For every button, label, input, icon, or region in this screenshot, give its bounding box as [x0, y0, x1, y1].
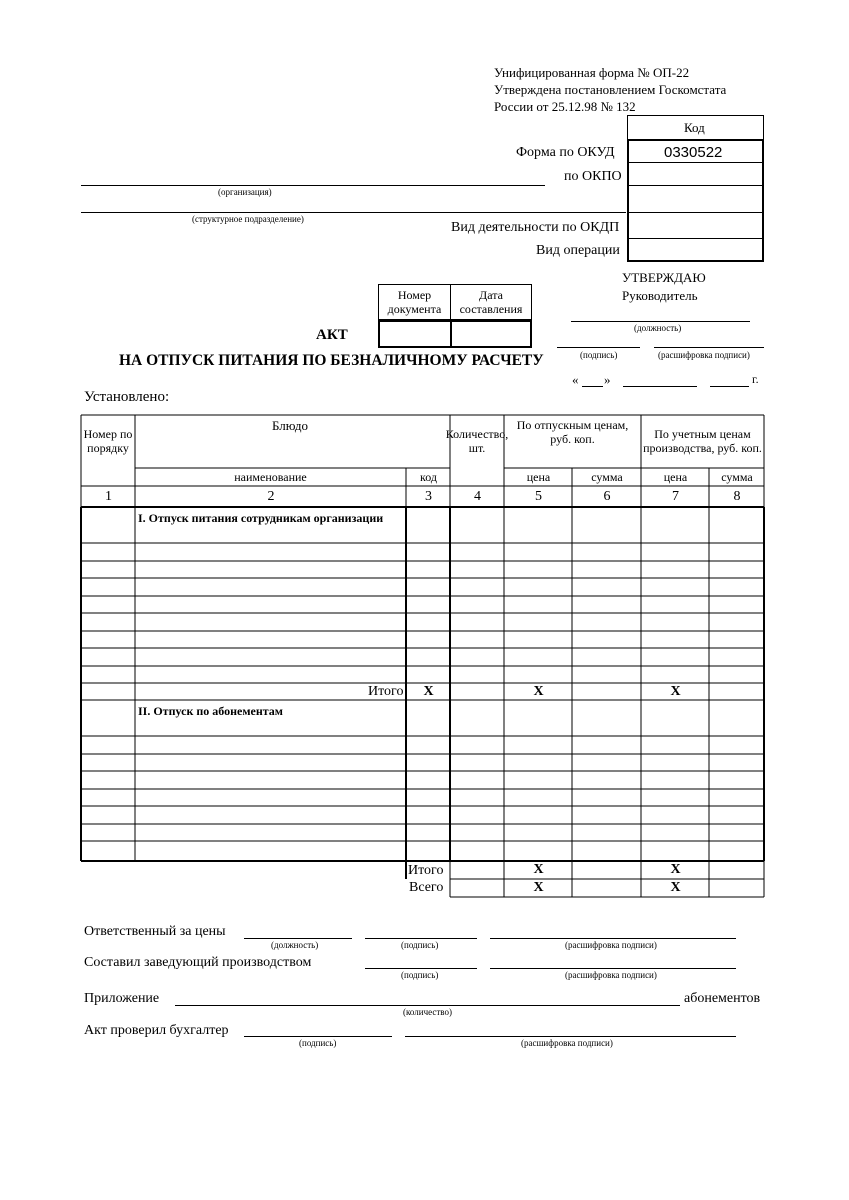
- approve-quote-open: «: [572, 372, 579, 387]
- approve-quote-close: »: [604, 372, 611, 387]
- okud-value: 0330522: [664, 144, 723, 161]
- section2-total-price-x: X: [533, 862, 544, 878]
- compiled-signature-line[interactable]: [365, 968, 477, 969]
- section1-total-code-x: X: [423, 683, 434, 699]
- okdp-label: Вид деятельности по ОКДП: [451, 220, 620, 235]
- header-price-sale: цена: [526, 469, 551, 484]
- section2-total-label: Итого: [408, 863, 444, 878]
- okud-label: Форма по ОКУД: [516, 145, 615, 160]
- checked-decode-caption: (расшифровка подписи): [521, 1038, 613, 1048]
- col-number-4: 4: [474, 488, 481, 504]
- compiled-decode-caption: (расшифровка подписи): [565, 970, 657, 980]
- resp-position-line[interactable]: [244, 938, 352, 939]
- col-number-8: 8: [733, 488, 741, 504]
- act-subtitle: НА ОТПУСК ПИТАНИЯ ПО БЕЗНАЛИЧНОМУ РАСЧЕТУ: [119, 352, 544, 369]
- resp-signature-line[interactable]: [365, 938, 477, 939]
- grand-total-acc-price-x: X: [670, 880, 681, 896]
- col-number-2: 2: [267, 488, 275, 504]
- operation-label: Вид операции: [536, 243, 620, 258]
- header-sale-prices: По отпускным ценам, руб. коп.: [516, 418, 629, 446]
- appendix-quantity-line[interactable]: [175, 1005, 680, 1006]
- appendix-label: Приложение: [84, 991, 160, 1006]
- header-code: код: [420, 469, 437, 484]
- checked-signature-line[interactable]: [244, 1036, 392, 1037]
- header-accounting-prices: По учетным ценам производства, руб. коп.: [643, 427, 762, 455]
- approve-title: УТВЕРЖДАЮ: [622, 270, 706, 285]
- grand-total-price-x: X: [533, 880, 544, 896]
- resp-position-caption: (должность): [271, 940, 319, 950]
- header-name: наименование: [234, 469, 307, 484]
- section2-title: II. Отпуск по абонементам: [138, 704, 283, 718]
- approve-signature-caption: (подпись): [580, 350, 618, 360]
- header-quantity: Количество, шт.: [445, 427, 509, 455]
- subdivision-caption: (структурное подразделение): [192, 214, 304, 224]
- compiled-signature-caption: (подпись): [401, 970, 439, 980]
- header-sum-acc: сумма: [721, 469, 753, 484]
- resp-decode-line[interactable]: [490, 938, 736, 939]
- compiled-decode-line[interactable]: [490, 968, 736, 969]
- section2-total-acc-price-x: X: [670, 862, 681, 878]
- code-title: Код: [684, 120, 705, 135]
- appendix-suffix: абонементов: [684, 991, 761, 1006]
- section1-total-label: Итого: [368, 684, 404, 699]
- form-header-line3: России от 25.12.98 № 132: [494, 99, 636, 114]
- header-number: Номер по порядку: [83, 427, 133, 455]
- header-price-acc: цена: [663, 469, 688, 484]
- header-sum-sale: сумма: [591, 469, 623, 484]
- section1-title: I. Отпуск питания сотрудникам организации: [138, 511, 384, 525]
- appendix-quantity-caption: (количество): [403, 1007, 452, 1017]
- doc-date-label: Дата составления: [459, 288, 523, 316]
- checked-label: Акт проверил бухгалтер: [84, 1023, 229, 1038]
- col-number-6: 6: [603, 488, 611, 504]
- form-header-line2: Утверждена постановлением Госкомстата: [494, 82, 727, 97]
- organization-caption: (организация): [218, 187, 272, 197]
- act-title: АКТ: [316, 327, 348, 343]
- approve-year-suffix: г.: [752, 372, 759, 386]
- established-label: Установлено:: [84, 389, 170, 405]
- compiled-label: Составил заведующий производством: [84, 955, 312, 970]
- section1-total-price-x: X: [533, 683, 544, 699]
- header-dish: Блюдо: [272, 418, 308, 433]
- checked-decode-line[interactable]: [405, 1036, 736, 1037]
- approve-position-caption: (должность): [634, 323, 682, 333]
- col-number-7: 7: [672, 488, 679, 504]
- okpo-label: по ОКПО: [564, 169, 622, 184]
- resp-signature-caption: (подпись): [401, 940, 439, 950]
- form-header-line1: Унифицированная форма № ОП-22: [494, 65, 690, 80]
- grand-total-label: Всего: [409, 880, 444, 895]
- doc-number-label: Номер документа: [387, 288, 442, 316]
- resp-prices-label: Ответственный за цены: [84, 924, 226, 939]
- section1-total-acc-price-x: X: [670, 683, 681, 699]
- col-number-1: 1: [105, 488, 112, 504]
- approve-role: Руководитель: [622, 288, 698, 303]
- resp-decode-caption: (расшифровка подписи): [565, 940, 657, 950]
- approve-decode-caption: (расшифровка подписи): [658, 350, 750, 360]
- col-number-3: 3: [425, 488, 432, 504]
- checked-signature-caption: (подпись): [299, 1038, 337, 1048]
- col-number-5: 5: [535, 488, 542, 504]
